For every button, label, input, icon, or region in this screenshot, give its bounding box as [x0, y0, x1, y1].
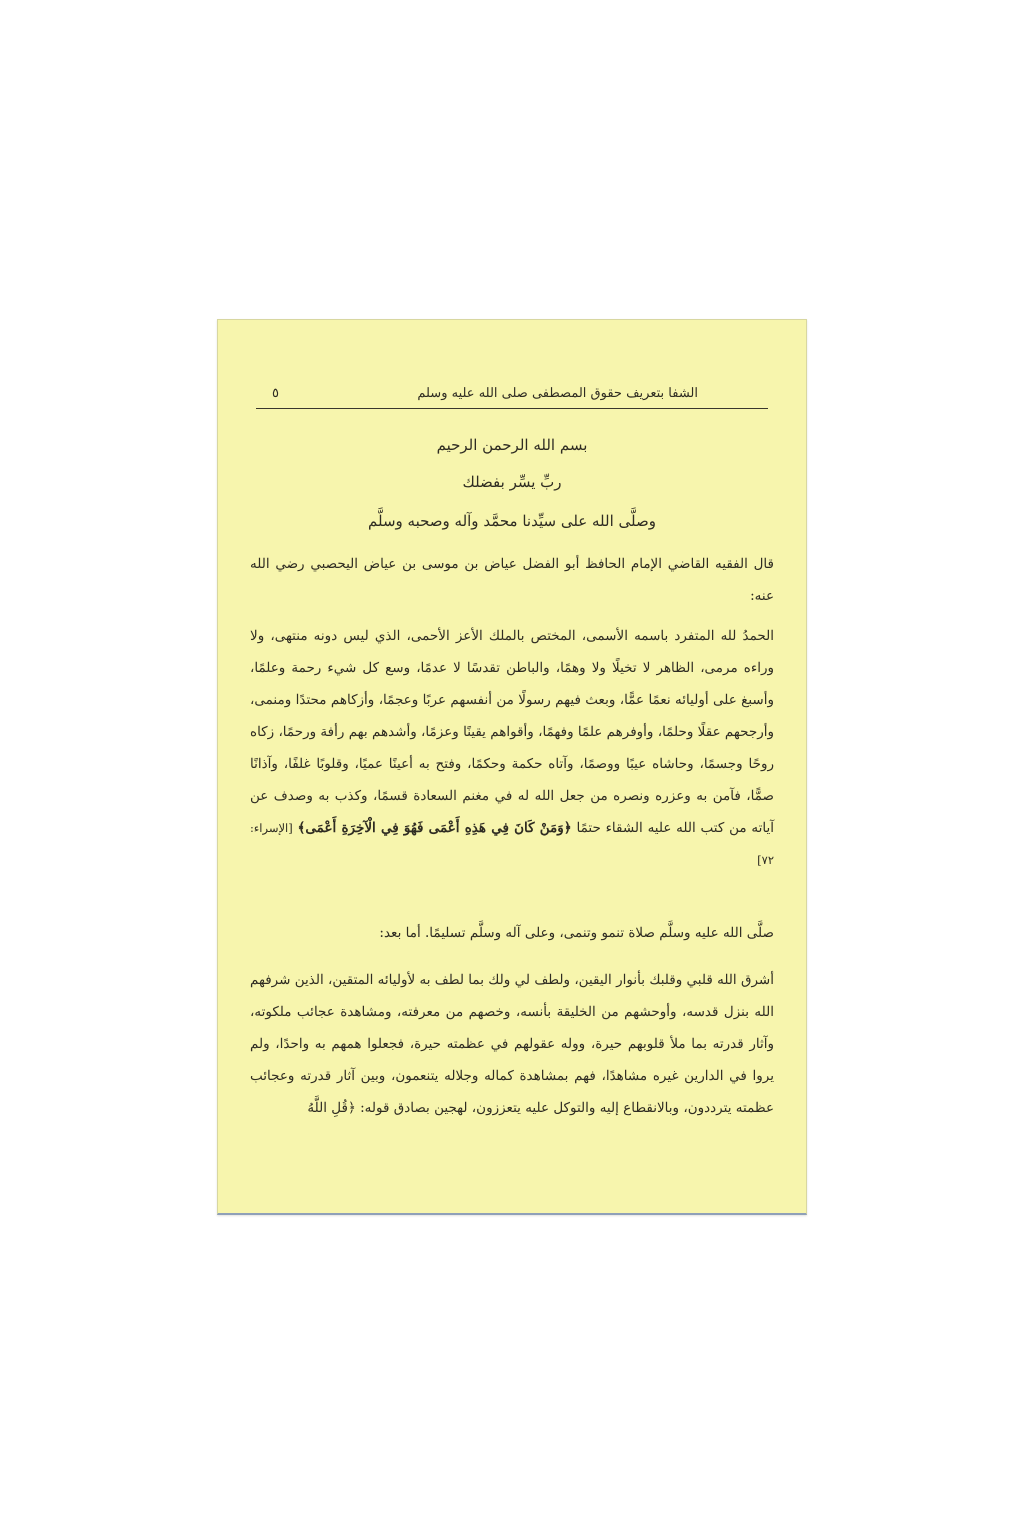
salawat-line: وصلَّى الله على سيِّدنا محمَّد وآله وصحبه وسلَّم [368, 512, 656, 530]
book-page [217, 319, 807, 1215]
paragraph-salat: صلَّى الله عليه وسلَّم صلاة تنمو وتنمى، وعلى آله وسلَّم تسليمًا. أما بعد: [379, 925, 774, 941]
paragraph-hamd [250, 620, 774, 876]
running-header [256, 378, 768, 409]
quran-verse: ﴿وَمَنْ كَانَ فِي هَذِهِ أَعْمَى فَهُوَ فِي الْآخِرَةِ أَعْمَى﴾ [297, 820, 572, 836]
paragraph-main: أشرق الله قلبي وقلبك بأنوار اليقين، ولطف لي ولك بما لطف به لأوليائه المتقين، الذين شرفهم الله بنزل قدسه، وأوحشهم من الخليقة بأنسه، وخصهم من معرفته، ومشاهدة عجائب ملكوته، وآثار قدرته بما ملأ قلوبهم حيرة، ووله عقولهم في عظمته حيرة، فجعلوا همهم به واحدًا، ولم يروا في الدارين غيره مشاهدًا، فهم بمشاهدة كماله وجلاله يتنعمون، وبين آثار قدرته وعجائب عظمته يترددون، وبالانقطاع إليه والتوكل عليه يتعززون، لهجين بصادق قوله: ﴿قُلِ اللَّهُ [250, 972, 774, 1116]
verse-reference: [الإسراء: ٧٢] [250, 821, 774, 867]
dua-line: ربِّ يسِّر بفضلك [462, 473, 562, 491]
running-title: الشفا بتعريف حقوق المصطفى صلى الله عليه وسلم [417, 386, 698, 401]
paragraph-author-intro: قال الفقيه القاضي الإمام الحافظ أبو الفضل عياض بن موسى بن عياض اليحصبي رضي الله عنه: [250, 556, 774, 604]
page-number: ٥ [272, 386, 279, 401]
basmala: بسم الله الرحمن الرحيم [436, 436, 588, 454]
paragraph-hamd-text: الحمدُ لله المتفرد باسمه الأسمى، المختص بالملك الأعز الأحمى، الذي ليس دونه منتهى، ولا وراءه مرمى، الظاهر لا تخيلًا ولا وهمًا، والباطن تقدسًا لا عدمًا، وسع كل شيء رحمة وعلمًا، وأسبغ على أوليائه نعمًا عمًّا، وبعث فيهم رسولًا من أنفسهم عربًا وعجمًا، وأزكاهم محتدًا ومنمى، وأرجحهم عقلًا وحلمًا، وأوفرهم علمًا وفهمًا، وأقواهم يقينًا وعزمًا، وأشدهم بهم رأفة ورحمًا، زكاه روحًا وجسمًا، وحاشاه عيبًا ووصمًا، وآتاه حكمة وحكمًا، وفتح به أعينًا عميًا، وقلوبًا غلفًا، وآذانًا صمًّا، فآمن به وعزره ونصره من جعل الله له في مغنم السعادة قسمًا، وكذب به وصدف عن آياته من كتب الله عليه الشقاء حتمًا [250, 628, 774, 836]
